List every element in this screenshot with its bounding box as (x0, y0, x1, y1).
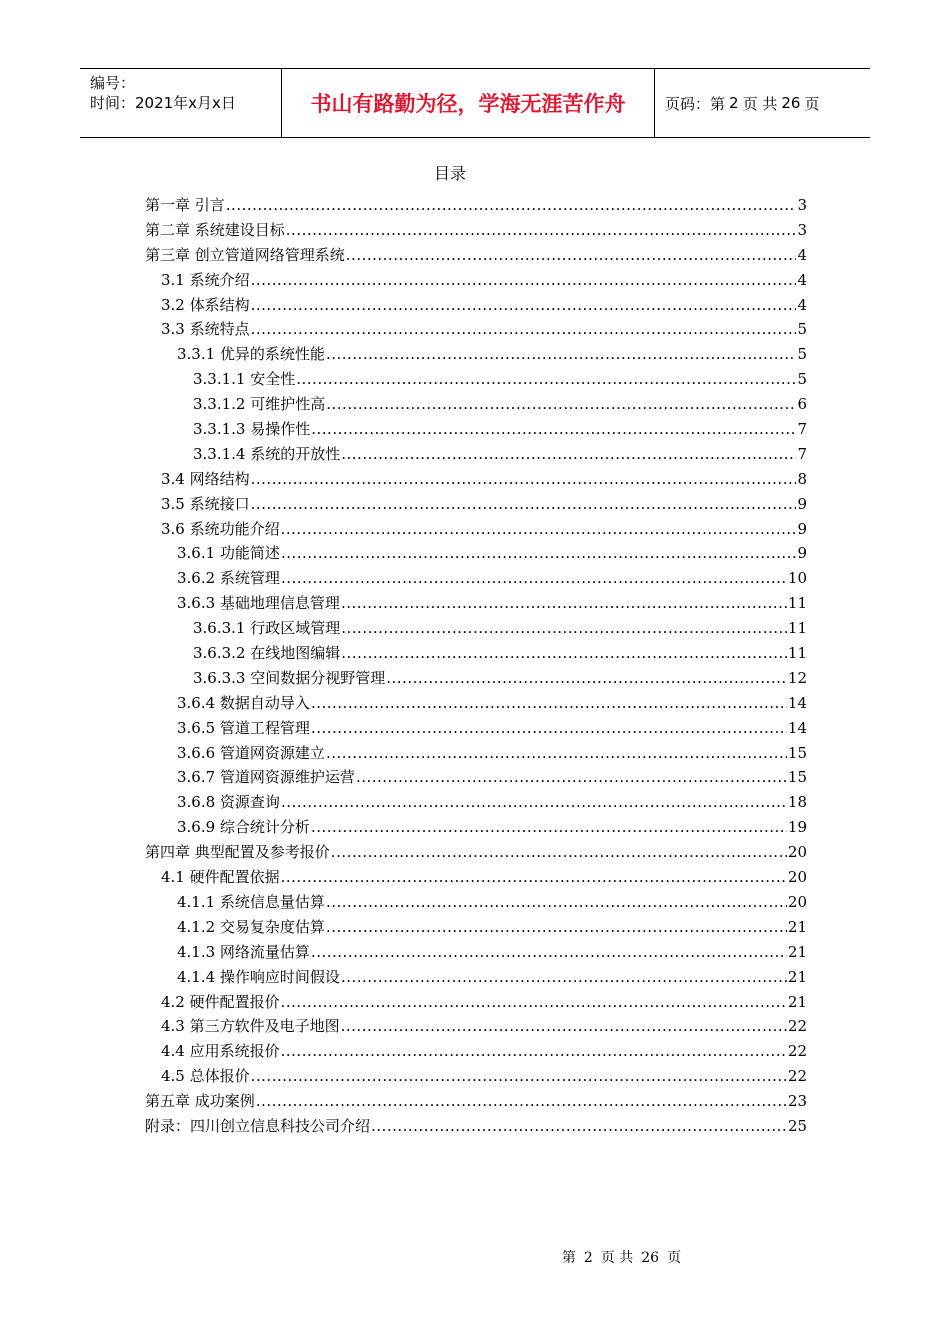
toc-entry-page: 9 (797, 519, 807, 538)
toc-entry-page: 11 (787, 594, 807, 613)
toc-entry[interactable] (145, 866, 807, 891)
toc-entry-label: 3.6.5 管道工程管理 (177, 718, 310, 737)
toc-entry[interactable] (145, 269, 807, 294)
toc-entry-label: 4.1.2 交易复杂度估算 (177, 917, 325, 936)
footer-prefix: 第 (561, 1250, 576, 1266)
toc-dot-leader (326, 744, 787, 762)
toc-dot-leader (341, 445, 796, 463)
doc-number-label: 编号： (90, 74, 136, 92)
toc-dot-leader (251, 296, 797, 314)
header-page-end: 页 (804, 94, 820, 113)
toc-entry[interactable] (145, 294, 807, 319)
toc-dot-leader (251, 320, 797, 338)
toc-entry[interactable] (145, 841, 807, 866)
toc-entry-label: 3.3.1 优异的系统性能 (177, 345, 325, 364)
toc-dot-leader (281, 1042, 787, 1060)
toc-entry-label: 3.6.3 基础地理信息管理 (177, 594, 340, 613)
toc-entry-label: 3.6.3.1 行政区域管理 (193, 619, 341, 638)
toc-entry[interactable] (145, 742, 807, 767)
toc-entry-label: 3.1 系统介绍 (161, 270, 250, 289)
toc-entry-page: 22 (787, 1017, 807, 1036)
footer-mid: 页 共 (600, 1250, 634, 1266)
toc-dot-leader (251, 470, 797, 488)
toc-entry[interactable] (145, 766, 807, 791)
toc-entry-page: 5 (797, 370, 807, 389)
toc-entry[interactable] (145, 617, 807, 642)
toc-entry-label: 3.3 系统特点 (161, 320, 250, 339)
toc-entry[interactable] (145, 219, 807, 244)
toc-entry-label: 3.3.1.2 可维护性高 (193, 395, 326, 414)
toc-dot-leader (346, 246, 797, 264)
toc-entry-page: 14 (787, 718, 807, 737)
toc-entry-page: 8 (797, 469, 807, 488)
toc-entry-label: 4.4 应用系统报价 (161, 1042, 280, 1061)
toc-entry[interactable] (145, 991, 807, 1016)
toc-entry-label: 3.6.1 功能简述 (177, 544, 280, 563)
toc-entry-label: 3.6.7 管道网资源维护运营 (177, 768, 355, 787)
toc-entry-page: 21 (787, 917, 807, 936)
toc-entry[interactable] (145, 518, 807, 543)
footer-total: 26 (641, 1250, 660, 1266)
page-footer (0, 1247, 950, 1267)
toc-dot-leader (341, 644, 787, 662)
header-page-label: 页码：第 (665, 94, 726, 113)
toc-dot-leader (326, 918, 787, 936)
toc-entry-page: 11 (787, 619, 807, 638)
toc-dot-leader (341, 619, 787, 637)
toc-entry-label: 4.1.4 操作响应时间假设 (177, 967, 340, 986)
toc-entry[interactable] (145, 692, 807, 717)
toc-entry-page: 9 (797, 494, 807, 513)
toc-entry-page: 21 (787, 967, 807, 986)
toc-entry[interactable] (145, 1090, 807, 1115)
toc-entry[interactable] (145, 244, 807, 269)
toc-entry-label: 附录：四川创立信息科技公司介绍 (145, 1116, 371, 1135)
toc-entry-page: 20 (787, 843, 807, 862)
toc-entry-label: 3.2 体系结构 (161, 295, 250, 314)
toc-entry-page: 25 (787, 1116, 807, 1135)
toc-entry[interactable] (145, 667, 807, 692)
toc-entry[interactable] (145, 418, 807, 443)
footer-suffix: 页 (667, 1250, 682, 1266)
toc-entry-page: 14 (787, 693, 807, 712)
toc-entry[interactable] (145, 592, 807, 617)
toc-dot-leader (281, 569, 787, 587)
toc-entry-label: 3.6.9 综合统计分析 (177, 818, 310, 837)
toc-entry-label: 3.5 系统接口 (161, 494, 250, 513)
toc-entry[interactable] (145, 941, 807, 966)
toc-dot-leader (311, 694, 787, 712)
doc-date-label: 时间：2021年x月x日 (90, 94, 236, 112)
toc-entry-label: 3.6.8 资源查询 (177, 793, 280, 812)
toc-entry-page: 3 (797, 196, 807, 214)
toc-entry-page: 3 (797, 220, 807, 239)
header-page-current: 2 (729, 94, 739, 112)
toc-dot-leader (251, 495, 797, 513)
toc-entry-label: 第五章 成功案例 (145, 1092, 255, 1111)
toc-entry[interactable] (145, 966, 807, 991)
toc-entry-page: 6 (797, 395, 807, 414)
toc-entry[interactable] (145, 717, 807, 742)
toc-entry-page: 22 (787, 1042, 807, 1061)
header-page-total: 26 (781, 94, 801, 112)
toc-entry-label: 3.6 系统功能介绍 (161, 519, 280, 538)
toc-dot-leader (251, 271, 797, 289)
toc-entry-label: 3.3.1.4 系统的开放性 (193, 444, 341, 463)
toc-entry-label: 4.5 总体报价 (161, 1067, 250, 1086)
toc-entry-page: 21 (787, 992, 807, 1011)
toc-entry[interactable] (145, 368, 807, 393)
toc-entry-page: 4 (797, 270, 807, 289)
toc-entry[interactable] (145, 916, 807, 941)
toc-entry-label: 4.3 第三方软件及电子地图 (161, 1017, 340, 1036)
toc-dot-leader (311, 818, 787, 836)
header-motto: 书山有路勤为径，学海无涯苦作舟 (282, 69, 655, 137)
toc-entry-page: 18 (787, 793, 807, 812)
toc-entry-page: 9 (797, 544, 807, 563)
toc-dot-leader (256, 1092, 787, 1110)
toc-entry-label: 第二章 系统建设目标 (145, 220, 285, 239)
toc-entry[interactable] (145, 1065, 807, 1090)
toc-dot-leader (311, 420, 796, 438)
toc-dot-leader (386, 669, 787, 687)
header-page-mid: 页 共 (742, 94, 778, 113)
toc-entry[interactable] (145, 567, 807, 592)
toc-entry-page: 5 (797, 345, 807, 364)
toc-entry[interactable] (145, 1040, 807, 1065)
toc-entry[interactable] (145, 791, 807, 816)
toc-entry-label: 3.3.1.1 安全性 (193, 370, 296, 389)
toc-dot-leader (281, 993, 787, 1011)
toc-entry[interactable] (145, 343, 807, 368)
footer-current: 2 (583, 1250, 593, 1266)
toc-entry-label: 4.1 硬件配置依据 (161, 868, 280, 887)
table-of-contents (145, 194, 807, 1140)
toc-entry[interactable] (145, 642, 807, 667)
toc-entry-page: 23 (787, 1092, 807, 1111)
toc-entry[interactable] (145, 816, 807, 841)
toc-entry-page: 15 (787, 743, 807, 762)
toc-entry-page: 19 (787, 818, 807, 837)
toc-entry-page: 15 (787, 768, 807, 787)
toc-dot-leader (281, 868, 787, 886)
header-meta (80, 69, 282, 137)
toc-entry-page: 22 (787, 1067, 807, 1086)
toc-entry[interactable] (145, 1115, 807, 1140)
toc-entry-label: 第四章 典型配置及参考报价 (145, 843, 330, 862)
toc-entry[interactable] (145, 542, 807, 567)
toc-dot-leader (331, 843, 787, 861)
toc-entry-label: 3.6.2 系统管理 (177, 569, 280, 588)
toc-entry-label: 4.2 硬件配置报价 (161, 992, 280, 1011)
toc-entry-page: 10 (787, 569, 807, 588)
toc-dot-leader (371, 1117, 787, 1135)
toc-entry-page: 12 (787, 668, 807, 687)
toc-dot-leader (356, 768, 787, 786)
toc-entry[interactable] (145, 194, 807, 219)
toc-entry-label: 第三章 创立管道网络管理系统 (145, 245, 345, 264)
toc-entry-label: 3.6.3.2 在线地图编辑 (193, 644, 341, 663)
toc-entry-page: 7 (797, 420, 807, 439)
toc-title: 目录 (433, 164, 466, 183)
toc-dot-leader (341, 1017, 787, 1035)
toc-entry-page: 20 (787, 892, 807, 911)
toc-dot-leader (326, 893, 787, 911)
toc-dot-leader (326, 395, 796, 413)
page-header (80, 68, 870, 138)
toc-entry[interactable] (145, 318, 807, 343)
toc-entry-page: 21 (787, 942, 807, 961)
toc-entry-label: 3.6.6 管道网资源建立 (177, 743, 325, 762)
toc-entry-label: 4.1.1 系统信息量估算 (177, 892, 325, 911)
toc-entry-label: 3.6.4 数据自动导入 (177, 693, 310, 712)
toc-entry[interactable] (145, 468, 807, 493)
toc-entry-label: 4.1.3 网络流量估算 (177, 942, 310, 961)
toc-dot-leader (341, 594, 787, 612)
toc-dot-leader (326, 345, 797, 363)
toc-dot-leader (311, 719, 787, 737)
toc-entry-page: 4 (797, 245, 807, 264)
toc-entry-page: 5 (797, 320, 807, 339)
toc-dot-leader (286, 221, 797, 239)
toc-entry[interactable] (145, 891, 807, 916)
toc-entry-label: 3.4 网络结构 (161, 469, 250, 488)
toc-entry-label: 3.6.3.3 空间数据分视野管理 (193, 668, 386, 687)
toc-dot-leader (281, 520, 797, 538)
toc-entry-page: 4 (797, 295, 807, 314)
toc-entry-page: 11 (787, 644, 807, 663)
toc-entry-label: 第一章 引言 (145, 196, 225, 214)
toc-entry[interactable] (145, 1015, 807, 1040)
toc-dot-leader (251, 1067, 787, 1085)
header-page-info (655, 69, 870, 137)
toc-entry[interactable] (145, 393, 807, 418)
toc-dot-leader (341, 968, 787, 986)
toc-entry[interactable] (145, 493, 807, 518)
toc-dot-leader (281, 793, 787, 811)
toc-entry-page: 7 (797, 444, 807, 463)
toc-entry[interactable] (145, 443, 807, 468)
toc-entry-label: 3.3.1.3 易操作性 (193, 420, 311, 439)
toc-dot-leader (226, 196, 797, 214)
toc-dot-leader (311, 943, 787, 961)
toc-dot-leader (281, 544, 797, 562)
toc-dot-leader (296, 370, 796, 388)
toc-entry-page: 20 (787, 868, 807, 887)
